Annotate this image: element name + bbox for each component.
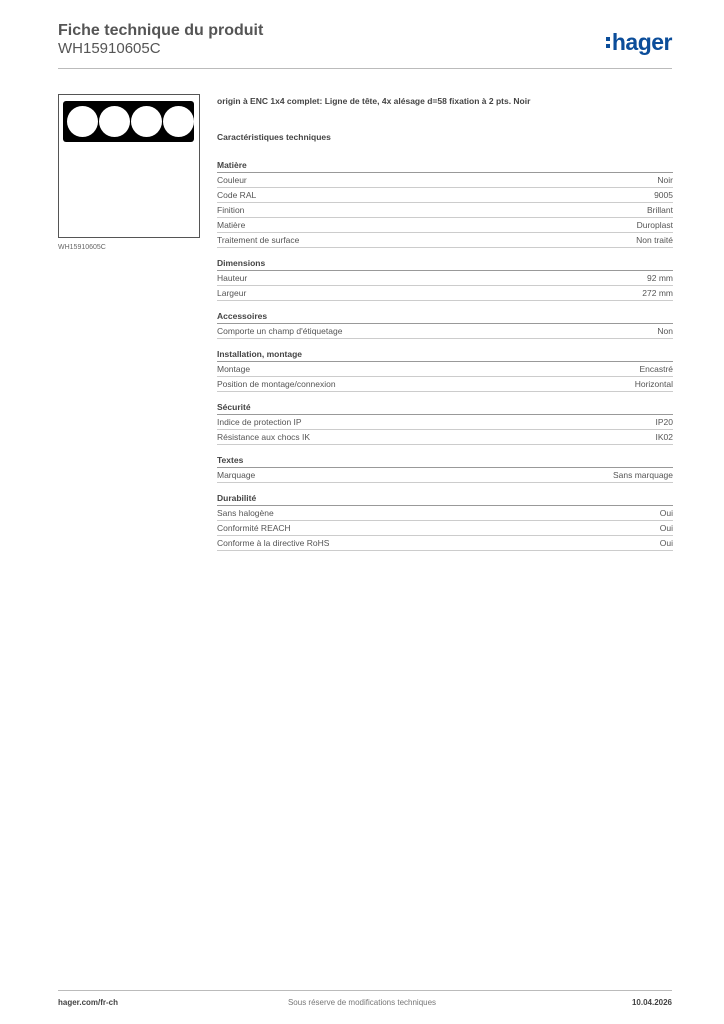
spec-row <box>217 286 673 301</box>
spec-group-title: Installation, montage <box>217 349 673 362</box>
hager-logo <box>606 28 672 56</box>
spec-value: Brillant <box>647 205 673 215</box>
spec-group-title: Matière <box>217 160 673 173</box>
spec-row <box>217 468 673 483</box>
spec-row <box>217 218 673 233</box>
spec-content <box>217 96 673 561</box>
spec-group-title: Durabilité <box>217 493 673 506</box>
spec-label: Code RAL <box>217 190 257 200</box>
spec-group-title: Textes <box>217 455 673 468</box>
spec-group <box>217 258 673 301</box>
spec-group <box>217 160 673 248</box>
spec-label: Marquage <box>217 470 256 480</box>
spec-group <box>217 402 673 445</box>
spec-group-title: Accessoires <box>217 311 673 324</box>
spec-row <box>217 521 673 536</box>
footer-divider <box>58 990 672 991</box>
spec-label: Conformité REACH <box>217 523 291 533</box>
switch-frame-icon <box>63 101 194 142</box>
spec-value: Sans marquage <box>612 470 673 480</box>
spec-group <box>217 349 673 392</box>
spec-label: Conforme à la directive RoHS <box>217 538 330 548</box>
spec-value: IK02 <box>655 432 673 442</box>
spec-value: Duroplast <box>636 220 673 230</box>
spec-value: 9005 <box>654 190 673 200</box>
spec-row <box>217 506 673 521</box>
spec-group <box>217 311 673 339</box>
product-description: origin à ENC 1x4 complet: Ligne de tête, 4x alésage d=58 fixation à 2 pts. Noir <box>217 96 531 106</box>
spec-row <box>217 430 673 445</box>
spec-value: Oui <box>659 508 673 518</box>
spec-label: Matière <box>217 220 246 230</box>
frame-opening <box>67 106 98 137</box>
frame-opening <box>131 106 162 137</box>
spec-row <box>217 233 673 248</box>
footer-date: 10.04.2026 <box>631 998 672 1007</box>
spec-label: Couleur <box>217 175 247 185</box>
spec-value: IP20 <box>655 417 673 427</box>
footer-note: Sous réserve de modifications techniques <box>287 998 437 1007</box>
spec-label: Hauteur <box>217 273 248 283</box>
image-caption: WH15910605C <box>58 244 106 251</box>
spec-group-title: Dimensions <box>217 258 673 271</box>
spec-value: Non traité <box>636 235 673 245</box>
product-code: WH15910605C <box>58 40 161 57</box>
frame-opening <box>163 106 194 137</box>
spec-label: Comporte un champ d'étiquetage <box>217 326 343 336</box>
logo-text: hager <box>611 28 672 55</box>
spec-row <box>217 203 673 218</box>
spec-group <box>217 455 673 483</box>
page-title: Fiche technique du produit <box>58 22 264 39</box>
product-image <box>58 94 200 238</box>
spec-value: Encastré <box>639 364 673 374</box>
spec-group-title: Sécurité <box>217 402 673 415</box>
spec-row <box>217 173 673 188</box>
spec-value: Oui <box>659 523 673 533</box>
spec-value: Non <box>657 326 673 336</box>
spec-row <box>217 362 673 377</box>
logo-mark-icon <box>606 37 610 48</box>
spec-label: Traitement de surface <box>217 235 300 245</box>
spec-label: Position de montage/connexion <box>217 379 336 389</box>
spec-value: 92 mm <box>647 273 673 283</box>
spec-row <box>217 377 673 392</box>
spec-row <box>217 324 673 339</box>
spec-row <box>217 188 673 203</box>
section-title: Caractéristiques techniques <box>217 132 331 142</box>
footer-website[interactable]: hager.com/fr-ch <box>58 998 119 1007</box>
spec-value: Noir <box>657 175 673 185</box>
spec-label: Finition <box>217 205 245 215</box>
header-divider <box>58 68 672 69</box>
spec-row <box>217 415 673 430</box>
spec-value: Oui <box>659 538 673 548</box>
spec-label: Sans halogène <box>217 508 274 518</box>
spec-label: Montage <box>217 364 251 374</box>
spec-label: Largeur <box>217 288 247 298</box>
spec-label: Indice de protection IP <box>217 417 302 427</box>
frame-opening <box>99 106 130 137</box>
spec-row <box>217 536 673 551</box>
spec-value: 272 mm <box>642 288 673 298</box>
spec-row <box>217 271 673 286</box>
spec-value: Horizontal <box>634 379 673 389</box>
spec-group <box>217 493 673 551</box>
spec-groups <box>217 160 673 551</box>
spec-label: Résistance aux chocs IK <box>217 432 311 442</box>
